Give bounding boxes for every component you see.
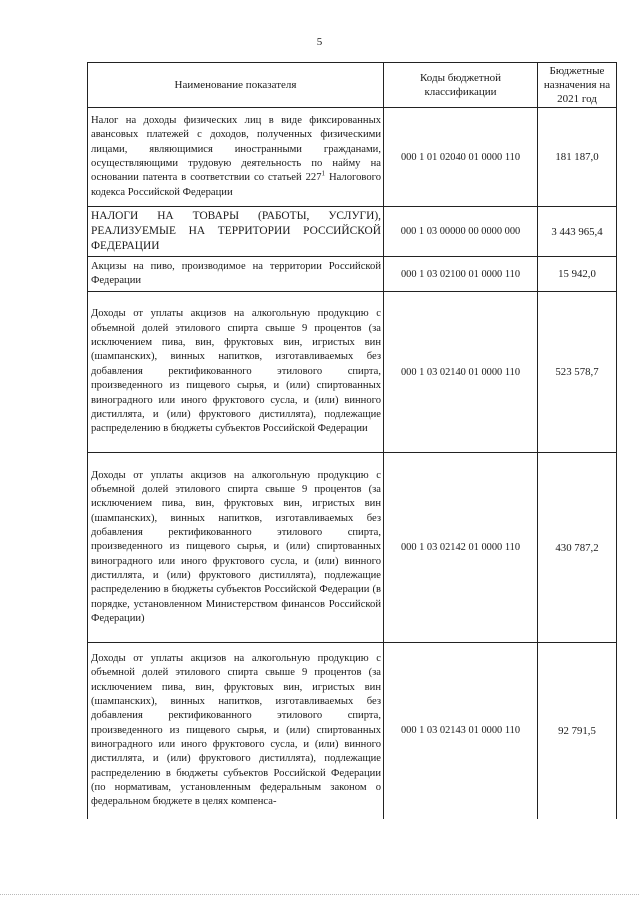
row-amount: 523 578,7 (538, 292, 617, 453)
row-name-text-end: Налогового кодекса Российской Федерации (91, 172, 381, 198)
row-name-cell (88, 108, 384, 207)
scan-edge-divider (0, 894, 639, 903)
row-name: Доходы от уплаты акцизов на алкогольную продукцию с объемной долей этилового спирта свыше 9 процентов (за исключением пива, вин, фруктовых вин, игристых вин (шампанских), винных напитков, изготавливаемых без добавления ректификованного этилового спирта, произведенного из пищевого сырья, и (или) спиртованных виноградного или иного фруктового сусла, и (или) винного дистиллята, и (или) фруктового дистиллята), подлежащие распределению в бюджеты субъектов Российской Федерации (в порядке, установленном Министерством финансов Российской Федерации) (88, 453, 384, 643)
budget-table (87, 62, 617, 819)
row-name: НАЛОГИ НА ТОВАРЫ (РАБОТЫ, УСЛУГИ), РЕАЛИЗУЕМЫЕ НА ТЕРРИТОРИИ РОССИЙСКОЙ ФЕДЕРАЦИИ (88, 207, 384, 257)
table-row (88, 108, 617, 207)
row-name: Доходы от уплаты акцизов на алкогольную продукцию с объемной долей этилового спирта свыше 9 процентов (за исключением пива, вин, фруктовых вин, игристых вин (шампанских), винных напитков, изготавливаемых без добавления ректификованного этилового спирта, произведенного из пищевого сырья, и (или) спиртованных виноградного или иного фруктового сусла, и (или) винного дистиллята, и (или) фруктового дистиллята), подлежащие распределению в бюджеты субъектов Российской Федерации (по нормативам, установленным федеральным законом о федеральном бюджете в целях компенса- (88, 643, 384, 819)
row-amount: 92 791,5 (538, 643, 617, 819)
row-name-superscript: 1 (321, 169, 326, 178)
table-row (88, 643, 617, 819)
row-code: 000 1 03 02142 01 0000 110 (384, 453, 538, 643)
header-budget-amount: Бюджетные назначения на 2021 год (538, 63, 617, 108)
row-name: Доходы от уплаты акцизов на алкогольную продукцию с объемной долей этилового спирта свыше 9 процентов (за исключением пива, вин, фруктовых вин, игристых вин (шампанских), винных напитков, изготавливаемых без добавления ректификованного этилового спирта, произведенного из пищевого сырья, и (или) спиртованных виноградного или иного фруктового сусла, и (или) винного дистиллята, и (или) фруктового дистиллята), подлежащие распределению в бюджеты субъектов Российской Федерации (88, 292, 384, 453)
table-row (88, 257, 617, 292)
row-code: 000 1 03 00000 00 0000 000 (384, 207, 538, 257)
row-name-text: Налог на доходы физических лиц в виде фиксированных авансовых платежей с доходов, полученных физическими лицами, являющимися иностранными гражданами, осуществляющими трудовую деятельность по найму на основании патента в соответствии со статьей 227 (91, 114, 381, 184)
row-amount: 181 187,0 (538, 108, 617, 207)
row-amount: 3 443 965,4 (538, 207, 617, 257)
row-amount: 430 787,2 (538, 453, 617, 643)
row-code: 000 1 03 02143 01 0000 110 (384, 643, 538, 819)
row-amount: 15 942,0 (538, 257, 617, 292)
row-code: 000 1 03 02140 01 0000 110 (384, 292, 538, 453)
header-indicator-name: Наименование показателя (88, 63, 384, 108)
page-number: 5 (316, 36, 323, 48)
row-code: 000 1 01 02040 01 0000 110 (384, 108, 538, 207)
header-budget-code: Коды бюджетной классификации (384, 63, 538, 108)
table-row (88, 453, 617, 643)
row-code: 000 1 03 02100 01 0000 110 (384, 257, 538, 292)
table-row (88, 207, 617, 257)
table-header-row (88, 63, 617, 108)
row-name: Акцизы на пиво, производимое на территории Российской Федерации (88, 257, 384, 292)
table-row (88, 292, 617, 453)
